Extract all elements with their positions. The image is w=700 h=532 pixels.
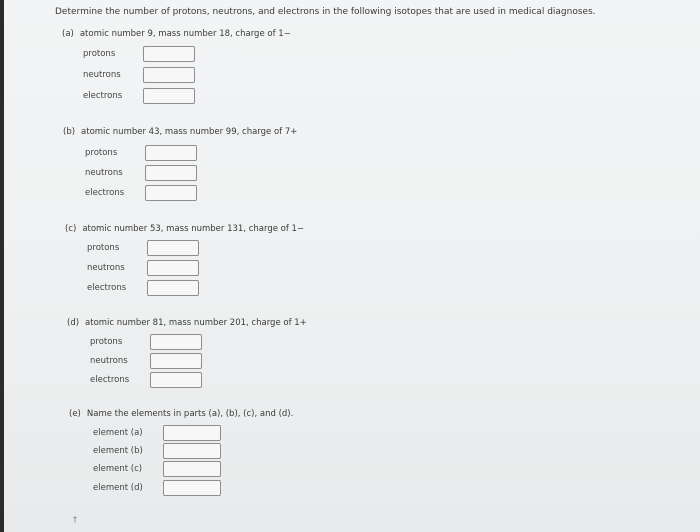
part-a-electrons-label: electrons	[83, 91, 123, 101]
part-d-text: atomic number 81, mass number 201, charge of 1+	[85, 318, 307, 328]
part-a-electrons-row	[83, 87, 195, 105]
part-d-neutrons-label: neutrons	[90, 356, 128, 366]
part-a-protons-label: protons	[83, 49, 116, 59]
part-e-header	[69, 409, 293, 419]
part-a-neutrons-input[interactable]	[143, 67, 195, 83]
part-b-protons-label: protons	[85, 148, 118, 158]
part-a-protons-row	[83, 45, 195, 63]
question-intro: Determine the number of protons, neutrons, and electrons in the following isotopes that are used in medical diagnoses.	[55, 7, 596, 17]
part-e	[69, 409, 293, 419]
part-c-protons-input[interactable]	[147, 240, 199, 256]
part-b-neutrons-row	[85, 164, 197, 182]
element-c-input[interactable]	[163, 461, 221, 477]
part-c-electrons-input[interactable]	[147, 280, 199, 296]
part-b-protons-input[interactable]	[145, 145, 197, 161]
part-a-letter: (a)	[62, 29, 74, 39]
element-a-label: element (a)	[93, 428, 143, 438]
part-d-protons-row	[90, 333, 202, 351]
part-c-neutrons-row	[87, 259, 199, 277]
part-d-electrons-label: electrons	[90, 375, 130, 385]
part-a-protons-input[interactable]	[143, 46, 195, 62]
part-e-text: Name the elements in parts (a), (b), (c), and (d).	[86, 409, 294, 419]
element-c-label: element (c)	[93, 464, 143, 474]
part-d-letter: (d)	[67, 318, 80, 328]
part-c-header	[65, 224, 304, 234]
part-b-neutrons-input[interactable]	[145, 165, 197, 181]
part-b-electrons-input[interactable]	[145, 185, 197, 201]
part-a-header	[62, 29, 291, 39]
element-d-row	[93, 479, 221, 497]
element-b-input[interactable]	[163, 443, 221, 459]
part-c-neutrons-label: neutrons	[87, 263, 125, 273]
part-a-text: atomic number 9, mass number 18, charge of 1−	[79, 29, 291, 39]
element-b-row	[93, 442, 221, 460]
part-b-letter: (b)	[63, 127, 76, 137]
question-panel	[4, 0, 700, 532]
element-a-row	[93, 424, 221, 442]
part-b-electrons-label: electrons	[85, 188, 125, 198]
element-c-row	[93, 460, 221, 478]
part-a-neutrons-row	[83, 66, 195, 84]
part-a-electrons-input[interactable]	[143, 88, 195, 104]
part-d-neutrons-row	[90, 352, 202, 370]
part-b-header	[63, 127, 297, 137]
part-d-protons-label: protons	[90, 337, 123, 347]
part-d-header	[67, 318, 307, 328]
part-d-neutrons-input[interactable]	[150, 353, 202, 369]
part-d-electrons-row	[90, 371, 202, 389]
part-b-neutrons-label: neutrons	[85, 168, 123, 178]
part-b-electrons-row	[85, 184, 197, 202]
element-b-label: element (b)	[93, 446, 143, 456]
part-d-protons-input[interactable]	[150, 334, 202, 350]
part-b	[63, 127, 297, 137]
part-c-neutrons-input[interactable]	[147, 260, 199, 276]
part-a	[62, 29, 291, 39]
footer-mark: †	[73, 515, 77, 524]
part-a-neutrons-label: neutrons	[83, 70, 121, 80]
part-c-electrons-row	[87, 279, 199, 297]
part-c-protons-label: protons	[87, 243, 120, 253]
part-d-electrons-input[interactable]	[150, 372, 202, 388]
part-c	[65, 224, 304, 234]
part-d	[67, 318, 307, 328]
part-b-protons-row	[85, 144, 197, 162]
part-c-text: atomic number 53, mass number 131, charge of 1−	[82, 224, 305, 234]
part-b-text: atomic number 43, mass number 99, charge of 7+	[81, 127, 298, 137]
element-d-input[interactable]	[163, 480, 221, 496]
part-c-letter: (c)	[65, 224, 77, 234]
element-d-label: element (d)	[93, 483, 143, 493]
part-e-letter: (e)	[69, 409, 81, 419]
element-a-input[interactable]	[163, 425, 221, 441]
part-c-protons-row	[87, 239, 199, 257]
part-c-electrons-label: electrons	[87, 283, 127, 293]
